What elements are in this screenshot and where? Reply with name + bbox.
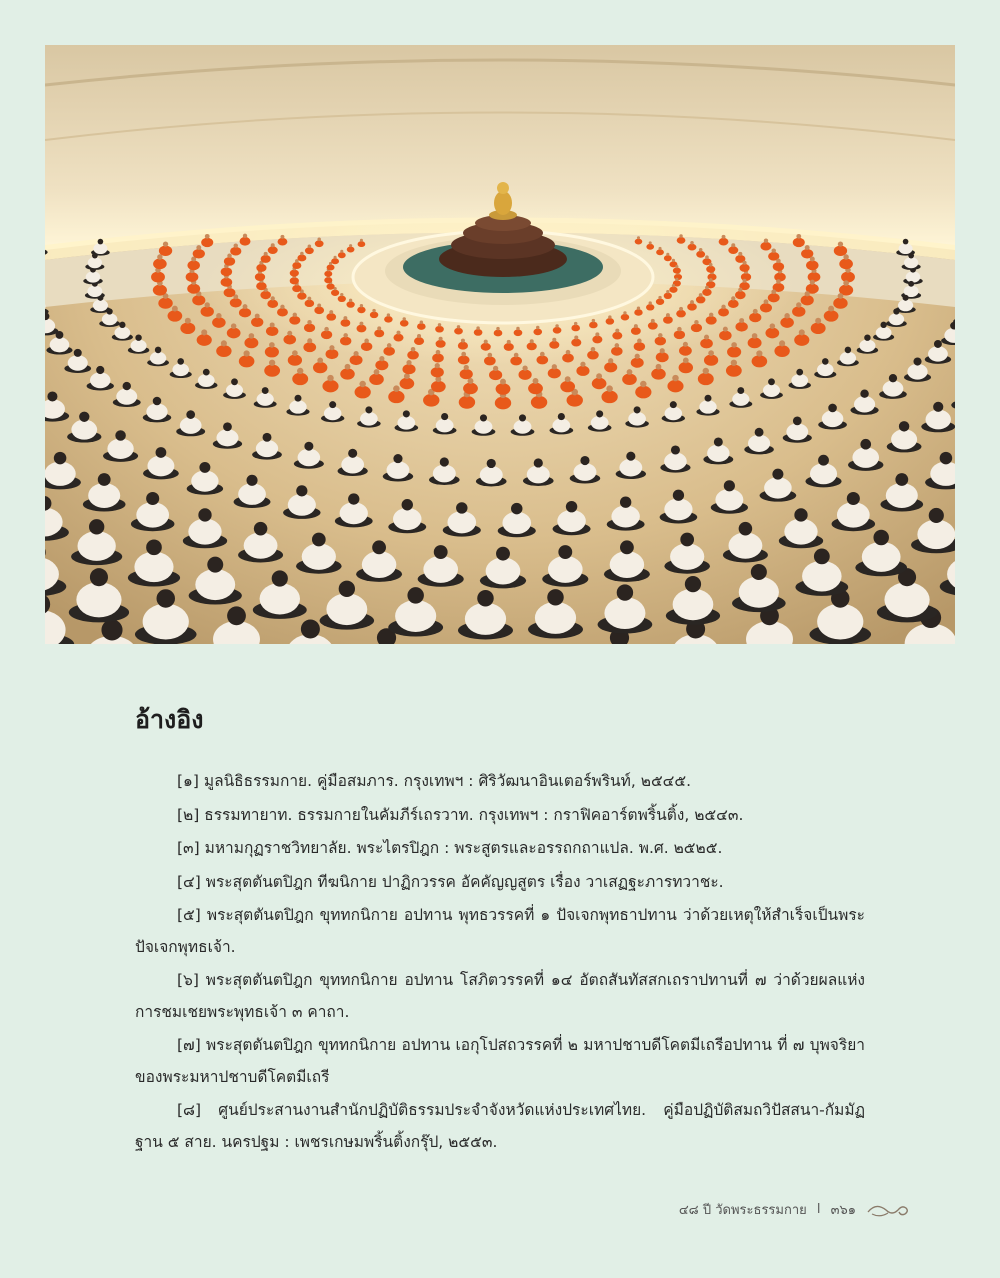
reference-item-6: [๖] พระสุตตันตปิฎก ขุททกนิกาย อปทาน โสภิตวรรคที่ ๑๔ อัตถสันทัสสกเถราปทานที่ ๗ ว่าด้วยผลแห่งการชมเชยพระพุทธเจ้า ๓ คาถา. bbox=[135, 971, 865, 1021]
meditation-hall-photo bbox=[45, 45, 955, 644]
reference-item-5: [๕] พระสุตตันตปิฎก ขุททกนิกาย อปทาน พุทธวรรคที่ ๑ ปัจเจกพุทธาปทาน ว่าด้วยเหตุให้สำเร็จเป็นพระปัจเจกพุทธเจ้า. bbox=[135, 906, 865, 956]
reference-list bbox=[135, 766, 865, 1160]
reference-item-3: [๓] มหามกุฏราชวิทยาลัย. พระไตรปิฎก : พระสูตรและอรรถกถาแปล. พ.ศ. ๒๕๒๕. bbox=[177, 839, 723, 857]
reference-item-2: [๒] ธรรมทายาท. ธรรมกายในคัมภีร์เถรวาท. กรุงเทพฯ : กราฟิคอาร์ตพริ้นติ้ง, ๒๕๔๓. bbox=[177, 805, 744, 824]
reference-item-8: [๘] ศูนย์ประสานงานสำนักปฏิบัติธรรมประจำจังหวัดแห่งประเทศไทย. คู่มือปฏิบัติสมถวิปัสสนา-กัมมัฏฐาน ๕ สาย. นครปฐม : เพชรเกษมพริ้นติ้งกรุ๊ป, ๒๕๕๓. bbox=[135, 1101, 865, 1151]
reference-item-7: [๗] พระสุตตันตปิฎก ขุททกนิกาย อปทาน เอกุโปสถวรรคที่ ๒ มหาปชาบดีโคตมีเถรีอปทาน ที่ ๗ บุพจริยาของพระมหาปชาบดีโคตมีเถรี bbox=[135, 1036, 865, 1086]
page-footer bbox=[679, 1199, 910, 1220]
reference-item-1: [๑] มูลนิธิธรรมกาย. คู่มือสมภาร. กรุงเทพฯ : ศิริวัฒนาอินเตอร์พรินท์, ๒๕๔๕. bbox=[177, 772, 692, 790]
reference-item-4: [๔] พระสุตตันตปิฎก ทีฆนิกาย ปาฏิกวรรค อัคคัญญสูตร เรื่อง วาเสฏฐะภารทวาชะ. bbox=[177, 872, 724, 891]
footer-book-title: ๔๘ ปี วัดพระธรรมกาย bbox=[678, 1203, 807, 1218]
meditation-hall-illustration bbox=[45, 45, 955, 644]
footer-separator: I bbox=[816, 1202, 821, 1217]
page-number: ๓๖๑ bbox=[830, 1203, 856, 1218]
scroll-ornament-icon bbox=[866, 1200, 910, 1220]
section-title: อ้างอิง bbox=[135, 705, 204, 734]
